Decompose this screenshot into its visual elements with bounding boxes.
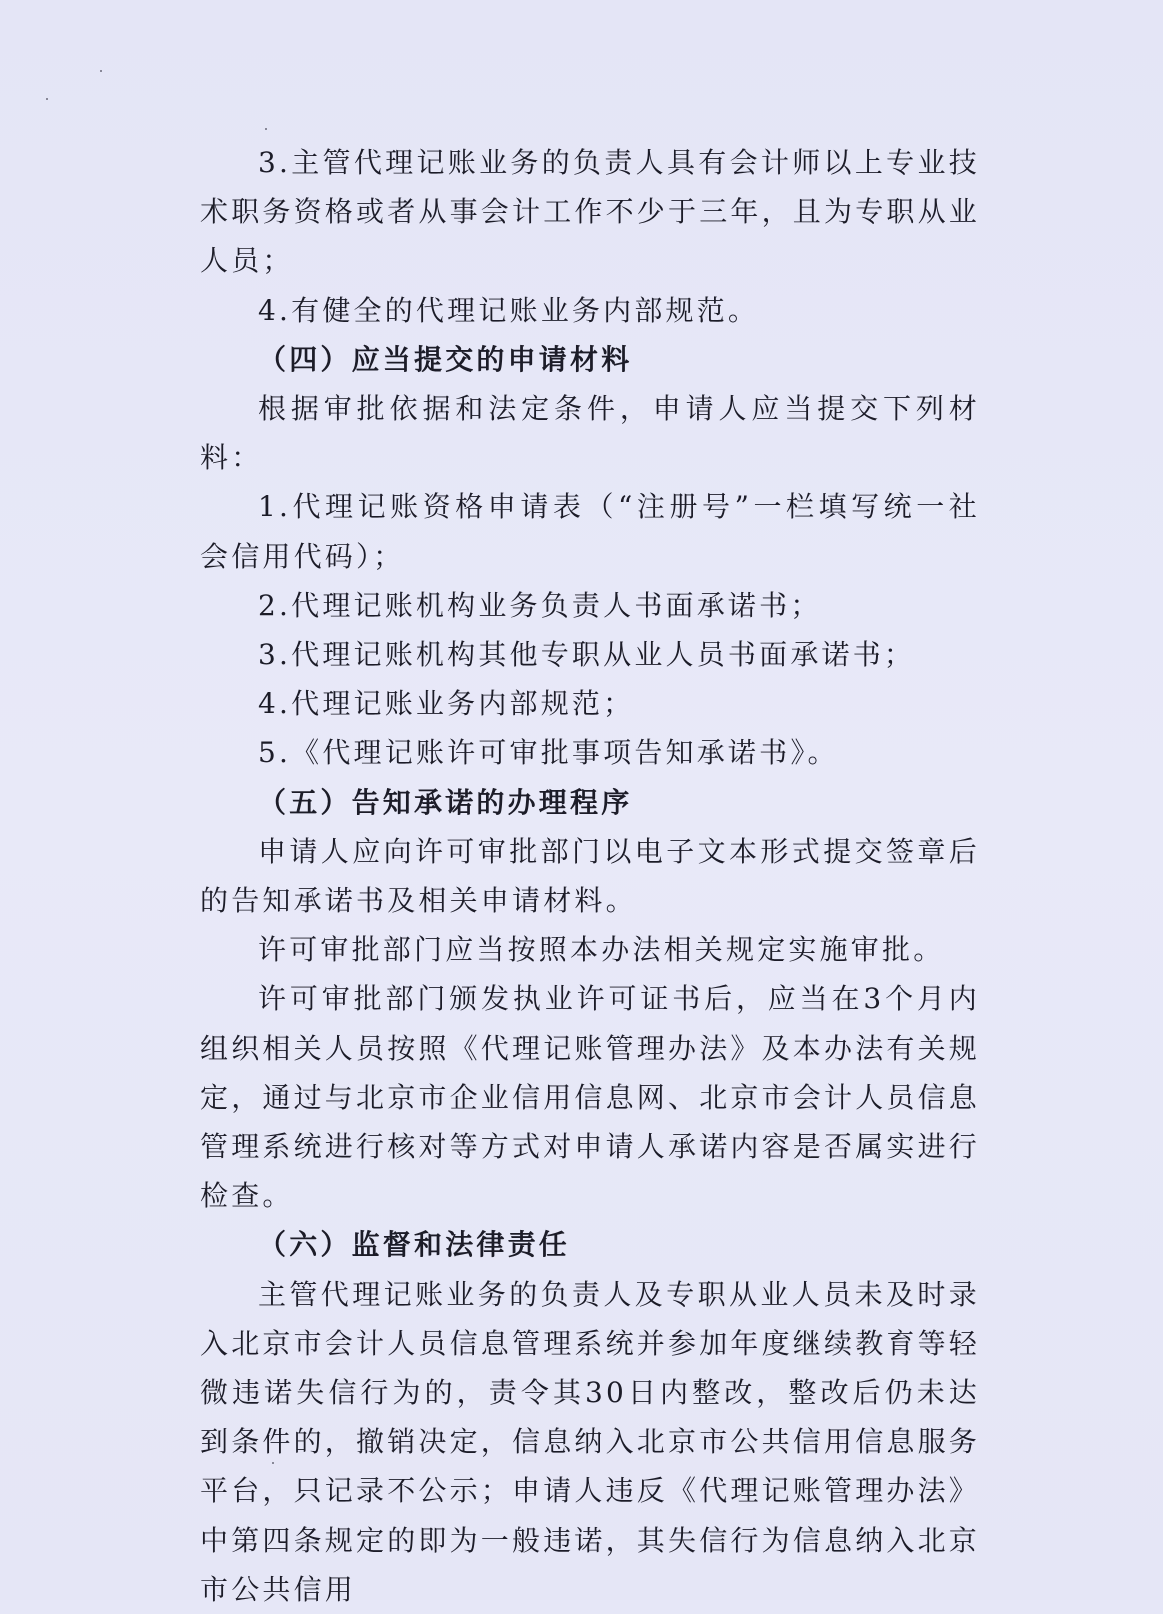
list-item-condition-3: 3.主管代理记账业务的负责人具有会计师以上专业技术职务资格或者从事会计工作不少于三年，且为专职从业人员；: [200, 146, 981, 278]
list-item-material-5: 5.《代理记账许可审批事项告知承诺书》。: [258, 736, 839, 770]
list-item-material-2: 2.代理记账机构业务负责人书面承诺书；: [258, 588, 822, 622]
section-heading-6: （六）监督和法律责任: [258, 1228, 571, 1262]
list-item-material-1: 1.代理记账资格申请表（“注册号”一栏填写统一社会信用代码）；: [200, 490, 980, 573]
list-item-material-3: 3.代理记账机构其他专职从业人员书面承诺书；: [258, 638, 916, 672]
document-body: [200, 138, 980, 1614]
paragraph: 许可审批部门应当按照本办法相关规定实施审批。: [258, 933, 945, 967]
section-heading-4: （四）应当提交的申请材料: [258, 342, 633, 376]
paragraph: 根据审批依据和法定条件，申请人应当提交下列材料：: [200, 392, 980, 475]
list-item-material-4: 4.代理记账业务内部规范；: [258, 687, 635, 721]
section-heading-5: （五）告知承诺的办理程序: [258, 785, 633, 819]
scan-speck: [265, 128, 267, 130]
paragraph: 申请人应向许可审批部门以电子文本形式提交签章后的告知承诺书及相关申请材料。: [200, 834, 980, 918]
paragraph: 许可审批部门颁发执业许可证书后，应当在3个月内组织相关人员按照《代理记账管理办法》及本办法有关规定，通过与北京市企业信用信息网、北京市会计人员信息管理系统进行核对等方式对申请人承诺内容是否属实进行检查。: [200, 982, 981, 1213]
scan-speck: [46, 98, 48, 100]
scan-speck: [100, 70, 102, 72]
list-item-condition-4: 4.有健全的代理记账业务内部规范。: [258, 293, 760, 327]
paragraph: 主管代理记账业务的负责人及专职从业人员未及时录入北京市会计人员信息管理系统并参加年度继续教育等轻微违诺失信行为的，责令其30日内整改，整改后仍未达到条件的，撤销决定，信息纳入北京市公共信用信息服务平台，只记录不公示；申请人违反《代理记账管理办法》中第四条规定的即为一般违诺，其失信行为信息纳入北京市公共信用: [200, 1277, 981, 1606]
